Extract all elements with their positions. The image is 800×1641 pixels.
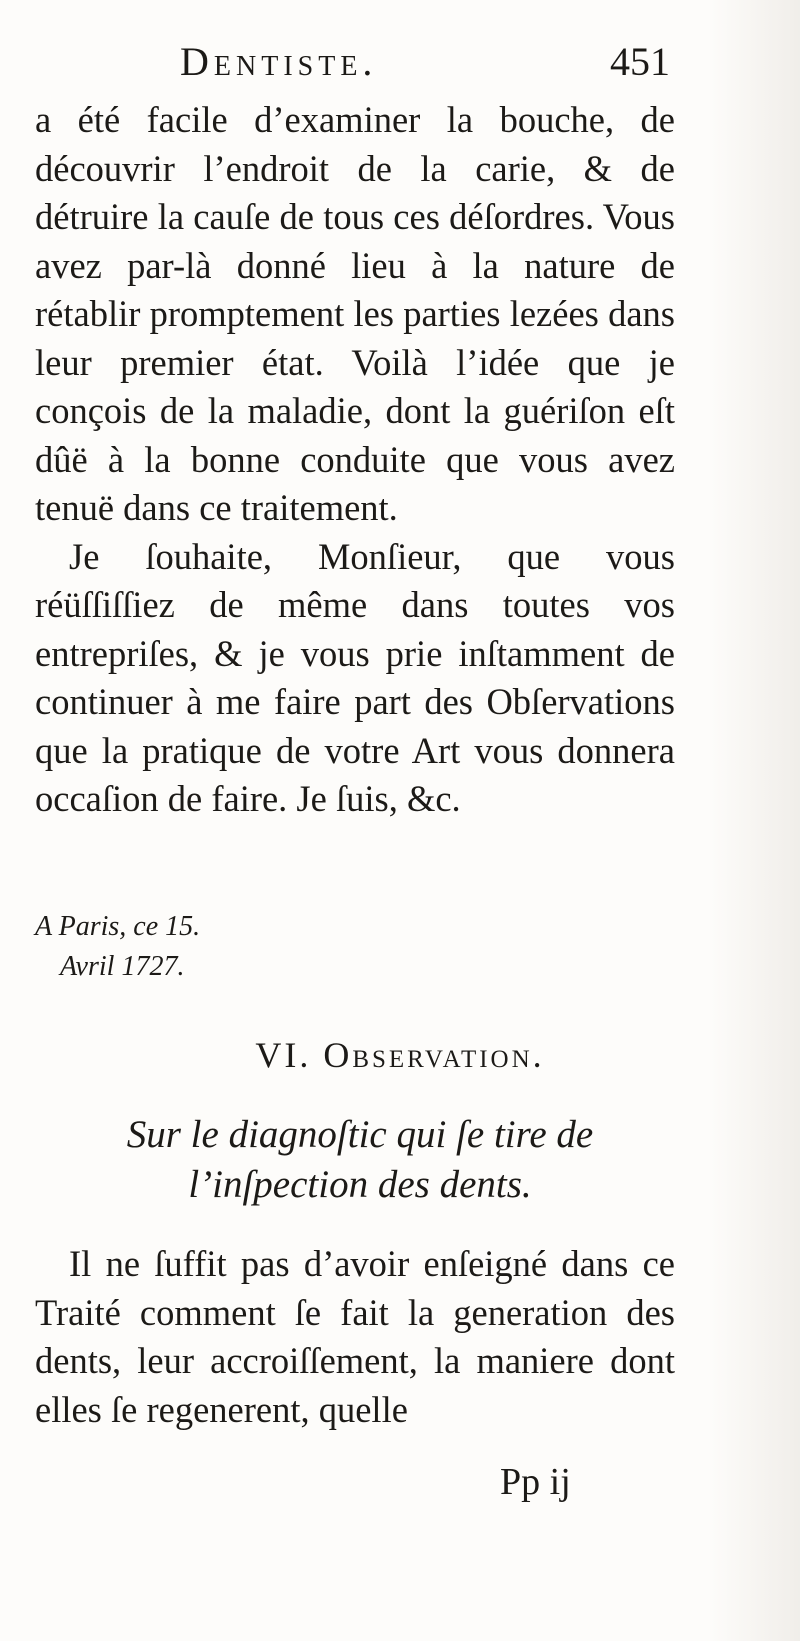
dateline-date: Avril 1727. — [60, 951, 185, 982]
letter-paragraph: a été facile d’examiner la bouche, de découvrir l’endroit de la carie, & de détruire la cauſe de tous ces déſordres. Vous avez par-là donné lieu à la nature de rétablir promptement les parties lezées dans leur premier état. Voilà l’idée que je conçois de la maladie, dont la guériſon eſt dûë à la bonne conduite que vous avez tenuë dans ce traitement. — [35, 99, 675, 528]
page-header — [0, 38, 800, 88]
signature-mark: Pp ij — [500, 1461, 571, 1503]
page-gutter-shadow — [710, 0, 800, 1641]
subtitle-line: Sur le diagnoſtic qui ſe tire de — [126, 1113, 594, 1156]
dateline-place: A Paris, ce 15. — [35, 911, 201, 942]
letter-text — [35, 96, 675, 824]
running-head: Dentiste. — [180, 39, 378, 84]
section-text — [35, 1240, 675, 1434]
section-paragraph: Il ne ſuffit pas d’avoir enſeigné dans ce Traité comment ſe fait la generation des dents, leur accroiſſement, la maniere dont elles ſe regenerent, quelle — [35, 1243, 675, 1430]
letter-paragraph: Je ſouhaite, Monſieur, que vous réüſſiſſiez de même dans toutes vos entrepriſes, & je vous prie inſtamment de continuer à me faire part des Obſervations que la pratique de votre Art vous donnera occaſion de faire. Je ſuis, &c. — [35, 535, 675, 819]
subtitle-line: l’inſpection des dents. — [188, 1163, 532, 1206]
section-subtitle — [40, 1110, 680, 1210]
page-number: 451 — [610, 39, 670, 84]
section-heading: VI. Observation. — [255, 1035, 545, 1075]
dateline — [35, 907, 200, 987]
